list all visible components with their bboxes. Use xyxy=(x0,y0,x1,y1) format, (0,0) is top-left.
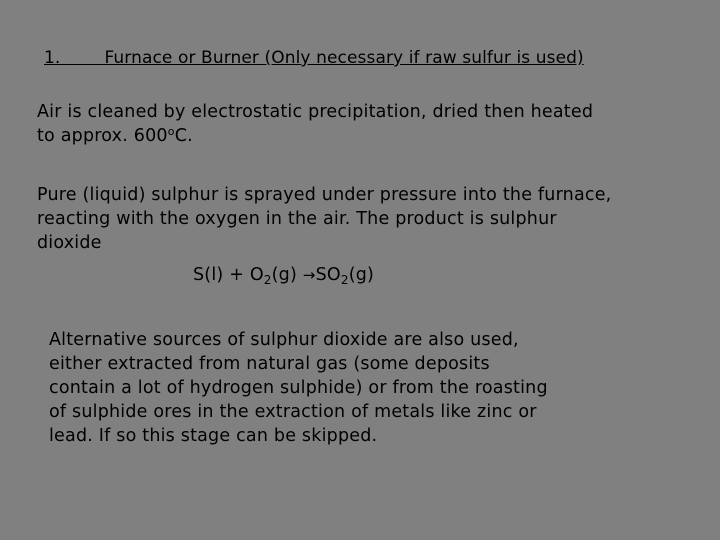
paragraph-line: Pure (liquid) sulphur is sprayed under pressure into the furnace, xyxy=(37,185,612,205)
equation-product: SO xyxy=(315,265,341,285)
equation-state: (g) xyxy=(348,265,375,285)
paragraph-air-cleaning xyxy=(37,100,677,148)
paragraph-line: reacting with the oxygen in the air. The product is sulphur xyxy=(37,209,557,229)
subscript: 2 xyxy=(263,273,272,287)
equation-reactants: S(l) + O xyxy=(193,265,264,285)
paragraph-line: contain a lot of hydrogen sulphide) or from the roasting xyxy=(49,378,548,398)
chemical-equation xyxy=(193,263,374,287)
temperature-text: to approx. 600 xyxy=(37,126,168,146)
equation-state: (g) xyxy=(271,265,298,285)
paragraph-line: Air is cleaned by electrostatic precipitation, dried then heated xyxy=(37,102,594,122)
subscript: 2 xyxy=(340,273,349,287)
heading-number: 1. xyxy=(44,48,61,68)
paragraph-line: lead. If so this stage can be skipped. xyxy=(49,426,378,446)
paragraph-line: either extracted from natural gas (some deposits xyxy=(49,354,490,374)
slide-heading xyxy=(44,46,584,70)
heading-title: Furnace or Burner (Only necessary if raw sulfur is used) xyxy=(104,48,584,68)
temperature-unit: C. xyxy=(174,126,193,146)
paragraph-sulphur-spray xyxy=(37,183,677,255)
paragraph-line xyxy=(37,124,677,148)
right-arrow-icon: → xyxy=(302,266,316,284)
paragraph-line: Alternative sources of sulphur dioxide are also used, xyxy=(49,330,519,350)
degree-symbol: o xyxy=(167,125,175,138)
paragraph-line: of sulphide ores in the extraction of metals like zinc or xyxy=(49,402,537,422)
paragraph-line: dioxide xyxy=(37,233,102,253)
paragraph-alternative-sources xyxy=(49,328,609,448)
